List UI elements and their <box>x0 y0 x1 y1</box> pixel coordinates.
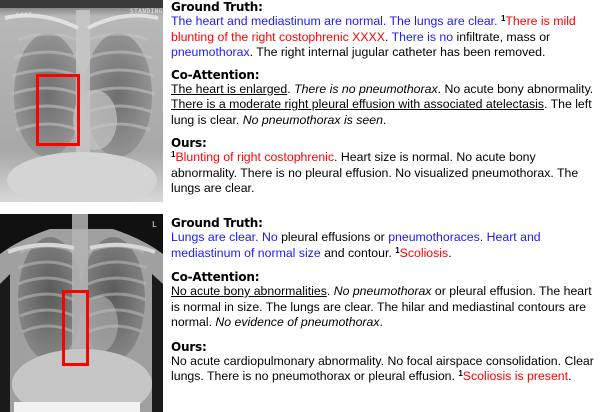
ground-truth-heading: Ground Truth: <box>171 216 263 230</box>
co-attention-section-1 <box>171 68 603 129</box>
report-text: or pleural effusion. The heart is normal in size. The lungs are clear. The hilar and mediastinal contours are normal. <box>171 284 592 329</box>
report-text: . The left lung is clear. <box>171 97 592 127</box>
attention-roi-box-2 <box>62 290 89 366</box>
highlight-italic: No pneumothorax is seen <box>242 112 383 127</box>
footnote-marker: 1 <box>458 369 463 378</box>
xray-label-right: L <box>152 220 158 229</box>
report-text: . <box>379 315 383 329</box>
highlight-blue: Heart and mediastinum of normal size <box>171 230 541 260</box>
footnote-marker: 1 <box>395 245 400 255</box>
ground-truth-text <box>171 14 603 61</box>
highlight-blue: pneumothorax <box>171 45 250 59</box>
example-1-reports <box>171 0 603 197</box>
ours-text <box>171 354 603 385</box>
ground-truth-section-2 <box>171 216 603 261</box>
highlight-italic: No pneumothorax <box>333 284 432 298</box>
ground-truth-section-1 <box>171 0 603 61</box>
ours-section-2 <box>171 340 603 385</box>
highlight-red: Blunting of right costophrenic <box>175 150 335 164</box>
highlight-blue: The lungs are clear. <box>389 14 498 28</box>
report-text: . <box>448 245 452 260</box>
highlight-blue: pneumothoraces <box>388 230 480 244</box>
ours-section-1 <box>171 136 603 197</box>
report-text: . <box>382 112 387 127</box>
highlight-blue: No <box>261 230 278 244</box>
highlight-italic: There is no pneumothorax <box>294 81 438 96</box>
xray-label-left: SCOT <box>16 12 33 19</box>
report-text: . No acute bony abnormality. <box>437 81 594 96</box>
report-text: . The right internal jugular catheter has been removed. <box>249 45 546 59</box>
ours-text <box>171 150 603 197</box>
highlight-underline: No acute bony abnormalities <box>171 284 327 298</box>
highlight-blue: Lungs are clear. <box>171 230 259 244</box>
report-text: and contour. <box>320 245 396 260</box>
ours-heading: Ours: <box>171 136 207 150</box>
report-text: . <box>568 369 572 383</box>
report-text: . Heart size is normal. No acute bony abnormality. There is no pleural effusion. No visualized pneumothorax. The lungs are clear. <box>171 150 579 195</box>
co-attention-text <box>171 82 603 129</box>
co-attention-heading: Co-Attention: <box>171 67 260 82</box>
attention-roi-box-1 <box>36 74 80 146</box>
ours-heading: Ours: <box>171 339 207 354</box>
highlight-blue: The heart and mediastinum are normal. <box>171 14 387 28</box>
report-text: pleural effusions or <box>277 230 389 244</box>
xray-graphic-1 <box>0 0 163 202</box>
highlight-red: There is mild blunting of the right costophrenic XXXX <box>171 14 576 44</box>
footnote-marker: 1 <box>500 14 506 23</box>
co-attention-section-2 <box>171 270 603 331</box>
co-attention-text <box>171 284 603 331</box>
chest-xray-image-1 <box>0 0 163 202</box>
ground-truth-text <box>171 230 603 261</box>
report-text: . <box>384 29 392 44</box>
ground-truth-heading: Ground Truth: <box>171 0 263 14</box>
highlight-underline: There is a moderate right pleural effusion with associated atelectasis <box>171 97 544 111</box>
highlight-underline: The heart is enlarged <box>171 81 288 96</box>
report-text: infiltrate, mass or <box>453 29 551 44</box>
report-text: . <box>479 230 487 244</box>
highlight-red: Scoliosis <box>399 245 449 260</box>
footnote-marker: 1 <box>171 150 176 159</box>
report-text: . <box>326 284 334 298</box>
report-text: No acute cardiopulmonary abnormality. No focal airspace consolidation. Clear lungs. There is no pneumothorax or pleural effusion. <box>171 353 594 383</box>
highlight-blue: There is no <box>391 29 454 44</box>
example-2-reports <box>171 216 603 385</box>
xray-label-right: STANDING <box>130 8 163 15</box>
report-text: . <box>287 81 295 96</box>
highlight-red: Scoliosis is present <box>462 369 569 383</box>
co-attention-heading: Co-Attention: <box>171 270 260 284</box>
highlight-italic: No evidence of pneumothorax <box>215 315 380 329</box>
